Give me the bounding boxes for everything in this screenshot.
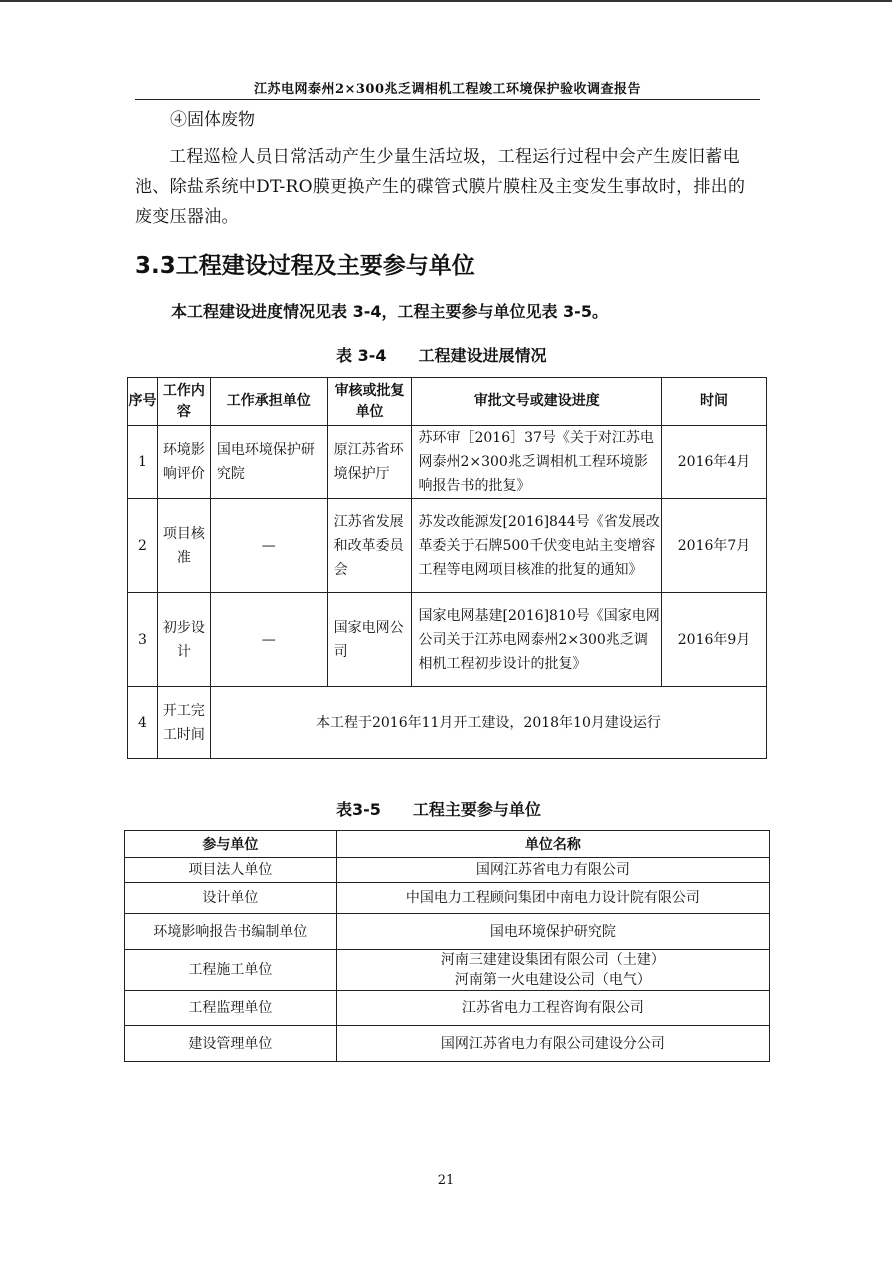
column-header: 审核或批复单位 [327, 378, 412, 426]
column-header: 时间 [662, 378, 767, 426]
responsible-unit: 国电环境保护研究院 [210, 426, 327, 499]
table-3-4-caption: 表 3-4 工程建设进展情况 [336, 346, 547, 365]
table-3-5-caption: 表3-5 工程主要参与单位 [336, 800, 541, 819]
table-row [125, 991, 770, 1026]
unit-name-cell: 中国电力工程顾问集团中南电力设计院有限公司 [336, 883, 769, 914]
table-row [128, 426, 767, 499]
table-row [125, 1026, 770, 1062]
table-row [125, 858, 770, 883]
date-cell: 2016年9月 [662, 593, 767, 687]
table-row [125, 950, 770, 991]
solid-waste-paragraph: 工程巡检人员日常活动产生少量生活垃圾，工程运行过程中会产生废旧蓄电池、除盐系统中DT-RO膜更换产生的碟管式膜片膜柱及主变发生事故时，排出的废变压器油。 [135, 147, 746, 227]
unit-name-cell: 国网江苏省电力有限公司 [336, 858, 769, 883]
approval-unit: 原江苏省环境保护厅 [327, 426, 412, 499]
approval-document: 苏发改能源发[2016]844号《省发展改革委关于石牌500千伏变电站主变增容工程等电网项目核准的批复的通知》 [412, 499, 662, 593]
approval-document: 苏环审［2016］37号《关于对江苏电网泰州2×300兆乏调相机工程环境影响报告书的批复》 [412, 426, 662, 499]
intro-paragraph: 本工程建设进度情况见表 3-4，工程主要参与单位见表 3-5。 [171, 302, 608, 321]
table-row [128, 687, 767, 759]
table-row [125, 883, 770, 914]
section-title: 3.3工程建设过程及主要参与单位 [135, 253, 475, 279]
top-border-line [0, 0, 892, 2]
column-header: 参与单位 [125, 831, 337, 858]
column-header: 单位名称 [336, 831, 769, 858]
row-number: 4 [128, 687, 158, 759]
unit-name-cell: 国电环境保护研究院 [336, 914, 769, 950]
column-header: 序号 [128, 378, 158, 426]
running-header: 江苏电网泰州2×300兆乏调相机工程竣工环境保护验收调查报告 [253, 82, 642, 97]
unit-name-cell [336, 950, 769, 991]
work-item: 开工完工时间 [157, 687, 210, 759]
responsible-unit: — [210, 499, 327, 593]
responsible-unit: — [210, 593, 327, 687]
table-header-row [125, 831, 770, 858]
approval-unit: 国家电网公司 [327, 593, 412, 687]
unit-name-line: 河南三建建设集团有限公司（土建） [440, 952, 665, 968]
column-header: 审批文号或建设进度 [412, 378, 662, 426]
row-number: 3 [128, 593, 158, 687]
role-cell: 建设管理单位 [125, 1026, 337, 1062]
role-cell: 工程施工单位 [125, 950, 337, 991]
role-cell: 设计单位 [125, 883, 337, 914]
table-header-row [128, 378, 767, 426]
date-cell: 2016年7月 [662, 499, 767, 593]
row-number: 1 [128, 426, 158, 499]
approval-document: 国家电网基建[2016]810号《国家电网公司关于江苏电网泰州2×300兆乏调相机工程初步设计的批复》 [412, 593, 662, 687]
work-item: 项目核准 [157, 499, 210, 593]
unit-name-line: 河南第一火电建设公司（电气） [454, 972, 651, 988]
table-row [128, 593, 767, 687]
merged-progress-cell: 本工程于2016年11月开工建设，2018年10月建设运行 [210, 687, 766, 759]
unit-name-cell: 江苏省电力工程咨询有限公司 [336, 991, 769, 1026]
column-header: 工作承担单位 [210, 378, 327, 426]
table-row [125, 914, 770, 950]
header-rule [135, 99, 760, 100]
table-3-4-construction-progress [127, 377, 767, 759]
unit-name-cell: 国网江苏省电力有限公司建设分公司 [336, 1026, 769, 1062]
column-header: 工作内容 [157, 378, 210, 426]
table-row [128, 499, 767, 593]
role-cell: 项目法人单位 [125, 858, 337, 883]
page-number: 21 [437, 1173, 455, 1188]
role-cell: 环境影响报告书编制单位 [125, 914, 337, 950]
work-item: 初步设计 [157, 593, 210, 687]
role-cell: 工程监理单位 [125, 991, 337, 1026]
subsection-title-solid-waste: ④固体废物 [170, 110, 255, 130]
table-3-5-participating-units [124, 830, 770, 1062]
date-cell: 2016年4月 [662, 426, 767, 499]
work-item: 环境影响评价 [157, 426, 210, 499]
row-number: 2 [128, 499, 158, 593]
approval-unit: 江苏省发展和改革委员会 [327, 499, 412, 593]
